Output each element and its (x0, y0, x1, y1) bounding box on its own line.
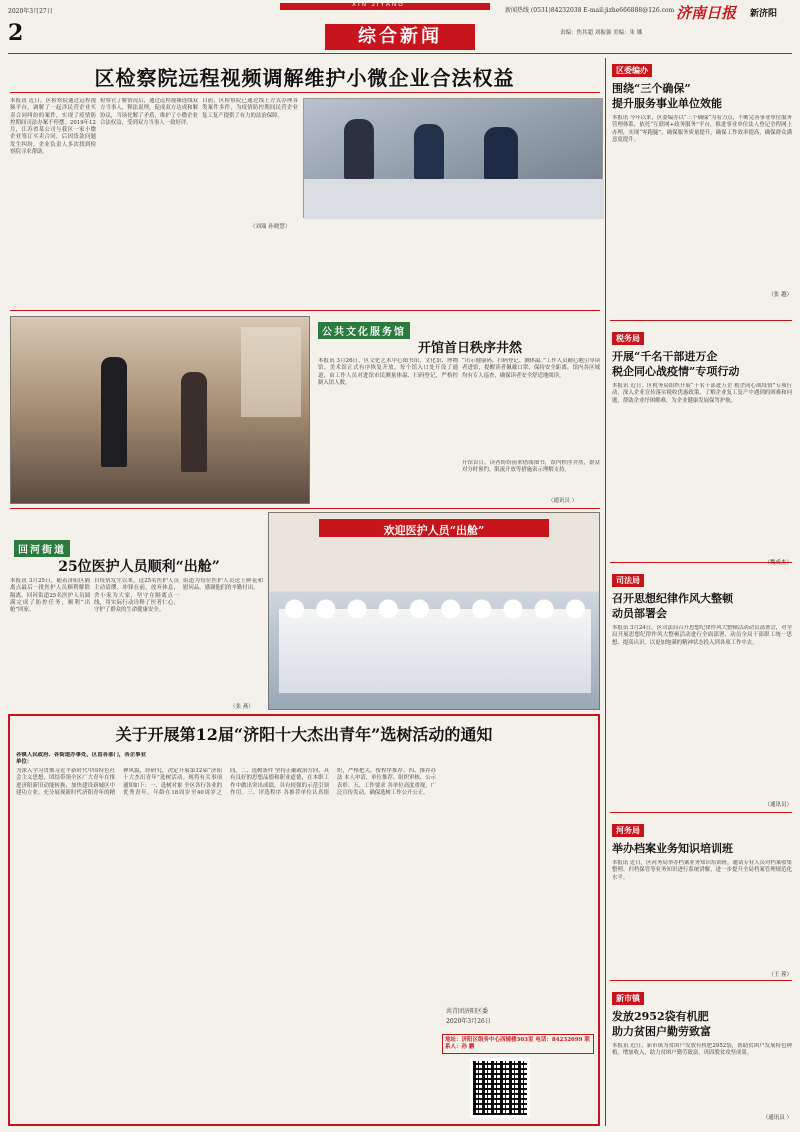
culture-body-2: “出示健康码、扫码登记、测体温。”工作人员耐心地引导读者进馆，提醒读者佩戴口罩、保持安全距离。馆内各区域均有专人巡查，确保读者安全舒适地阅读。 (462, 358, 600, 379)
right-item-4-headline: 发放2952袋有机肥 助力贫困户勤劳致富 (612, 1010, 711, 1038)
notice-body: 为深入学习贯彻习近平新时代中国特色社会主义思想，团结带领全区广大青年在推进济阳新旧动能转换、加快建设新城区中建功立业，充分展现新时代济阳青年的精神风貌，经研究，决定开展第12届“济阳十大杰出青年”选树活动。现将有关事项通知如下：一、选树对象 全区各行各业的优秀青年，年龄在18周岁至40周岁之间。二、选树条件 坚持正确政治方向，具有良好的思想品德和职业道德，在本职工作中做出突出成绩，具有较强的示范引领作用。三、评选程序 各推荐单位认真组织，严格把关，按程序推荐。四、推荐办法 本人申请、单位推荐、组织审核、公示表彰。五、工作要求 各单位高度重视，广泛宣传发动，确保选树工作公开公正。 (16, 768, 436, 796)
right-rule-3 (610, 812, 792, 813)
right-rule-2 (610, 562, 792, 563)
huihe-rule (10, 508, 600, 509)
hotline: 新闻热线 (0531)84232038 E-mail:jizhe666888@126.com (505, 7, 675, 14)
lead-headline: 区检察院远程视频调解维护小微企业合法权益 (94, 66, 515, 90)
right-item-1-body: 本报讯 近日，区税务局组织开展“千名干部进万企 税企同心战疫情”专项行动，深入企业宣传落实税收优惠政策，了解企业复工复产中遇到的困难和问题，帮助企业纾困解难，为企业健康发展保驾护航。 (612, 383, 792, 404)
editor-line: 责编：焦其超 刘振强 美编：朱 娜 (560, 30, 643, 36)
notice-headline: 关于开展第12届“济阳十大杰出青年”选树活动的通知 (115, 725, 493, 744)
right-item-2-author: （通讯员） (764, 802, 792, 808)
notice-sign-date: 2020年3月26日 (446, 1018, 491, 1025)
right-column (605, 58, 793, 1126)
paper-name: 济南日报 (676, 4, 737, 22)
lead-body-3: 目前，区检察院已通过线上方式办理各类案件多件，为疫情防控期间民营企业复工复产提供了有力的法治保障。 (202, 98, 298, 119)
right-item-0-headline: 围绕“三个确保” 提升服务事业单位效能 (612, 82, 722, 110)
culture-photo (10, 316, 310, 504)
right-item-4 (612, 986, 792, 1122)
huihe-body-3: 街道为每位医护人员送上鲜花和慰问品，感谢他们的辛勤付出。 (183, 578, 263, 592)
right-rule-4 (610, 980, 792, 981)
right-item-3-author: （王 蓉） (768, 972, 792, 978)
notice-contact: 地址：济阳区级务中心西辅楼303室 电话：84232699 联系人：孙 鹏 (445, 1037, 590, 1050)
right-item-1-tag: 税务局 (612, 332, 644, 345)
lead-author: （刘瑞 孙晓慧） (250, 224, 291, 230)
right-item-0-body: 本报讯 今年以来，区委编办以“三个确保”为着力点，不断完善事业单位服务管理体系，依托“互联网+政务服务”平台，推进事业单位法人登记全程网上办理，实现“零跑腿”。确保服务质量提升，确保工作效率提高，确保群众满意度提升。 (612, 115, 792, 143)
welcome-banner (319, 519, 549, 537)
huihe-body-2: 自疫情发生以来，这25名医护人员主动请缨、冲锋在前，放弃休息，舍小家为大家，坚守在隔离点一线，用实际行动诠释了医者仁心，守护了群众的生命健康安全。 (94, 578, 179, 614)
huihe-headline: 25位医护人员顺利“出舱” (58, 559, 220, 575)
culture-tag: 公共文化服务馆 (318, 322, 410, 339)
qr-code (470, 1058, 530, 1118)
right-item-3 (612, 818, 792, 978)
lead-bottom-rule (10, 310, 600, 311)
huihe-photo (268, 512, 600, 710)
right-item-0-author: （张 越） (768, 292, 792, 298)
lead-photo (303, 98, 603, 218)
right-item-1-headline: 开展“千名干部进万企 税企同心战疫情”专项行动 (612, 350, 740, 378)
paper-subname: 新济阳 (750, 9, 778, 19)
lead-body-2: 检察官了解情况后，通过远程视频连线双方当事人，释法说理，促成双方达成和解协议，当场化解了矛盾，维护了小微企业合法权益，受到双方当事人一致好评。 (100, 98, 198, 126)
notice-intro: 各镇人民政府、各街道办事处，区直各部门，各企事业单位： (16, 752, 146, 766)
notice-contact-box (442, 1034, 594, 1054)
culture-author: （通讯员 ） (548, 498, 578, 504)
masthead (0, 0, 800, 56)
huihe-author: （张 燕） (230, 704, 254, 710)
huihe-body-1: 本报讯 3月25日，随着济阳区隔离点最后一批医护人员顺利解除隔离，回河街道25名医护人员圆满完成了防控任务，顺利“出舱”回家。 (10, 578, 90, 614)
huihe-tag-wrap (14, 538, 70, 557)
welcome-banner-text: 欢迎医护人员“出舱” (383, 524, 485, 537)
huihe-tag: 回河街道 (14, 540, 70, 557)
right-item-4-body: 本报讯 近日，新市镇为贫困户发放有机肥2952袋，帮助贫困户发展特色种植，增加收入，助力贫困户勤劳致富，巩固脱贫攻坚成果。 (612, 1043, 792, 1057)
page-number: 2 (8, 20, 24, 46)
header-red-bar (280, 3, 490, 10)
right-item-2 (612, 568, 792, 808)
lead-body-1: 本报讯 近日，区检察院通过远程视频平台，调解了一起涉民营企业买卖合同纠纷的案件，实现了疫情防控期间司法办案不停摆。2019年12月，江苏省某公司与我区一家小微企业签订买卖合同，后因货款问题发生纠纷，企业负责人多次找到检察院寻求帮助。 (10, 98, 96, 156)
right-item-4-author: （通讯员 ） (762, 1115, 792, 1121)
right-item-0-tag: 区委编办 (612, 64, 652, 77)
right-item-0 (612, 58, 792, 298)
right-item-3-tag: 河务局 (612, 824, 644, 837)
right-rule-1 (610, 320, 792, 321)
right-item-3-body: 本报讯 近日，区河务局举办档案业务知识培训班，邀请专业人员对档案收集整理、归档保管等业务知识进行系统讲解，进一步提升全局档案管理规范化水平。 (612, 860, 792, 881)
section-title: 综合新闻 (358, 26, 442, 47)
culture-headline: 开馆首日秩序井然 (417, 341, 522, 356)
lead-rule (10, 92, 600, 93)
header-pinyin: XIN JIYANG (352, 2, 405, 8)
notice-box (8, 714, 600, 1126)
top-rule (8, 53, 792, 54)
right-item-4-tag: 新市镇 (612, 992, 644, 1005)
right-item-1 (612, 326, 792, 566)
culture-body-3: 开馆首日，读者纷纷前来借阅图书，馆内秩序井然，群众对分时预约、限流开放等措施表示理解支持。 (462, 460, 600, 474)
notice-signer: 共青团济阳区委 (446, 1008, 489, 1015)
right-item-2-tag: 司法局 (612, 574, 644, 587)
right-item-2-body: 本报讯 3月24日，区司法局召开思想纪律作风大整顿活动动员部署会，对全局开展思想纪律作风大整顿活动进行全面部署，动员全局干部职工统一思想、提高认识，以更加饱满的精神状态投入到各项工作中去。 (612, 625, 792, 646)
right-item-1-author: （魏成杰） (764, 560, 792, 566)
right-item-2-headline: 召开思想纪律作风大整顿 动员部署会 (612, 592, 733, 620)
culture-body-1: 本报讯 3月26日，区文化艺术中心图书馆、文化馆、博物馆、美术馆正式有序恢复开放。每个馆入口处开设了通道，由工作人员对进馆市民测量体温、扫码登记，严格控制入馆人数。 (318, 358, 458, 386)
date-line: 2020年3月27日 (8, 8, 53, 15)
section-banner (325, 24, 475, 50)
right-item-3-headline: 举办档案业务知识培训班 (612, 842, 733, 855)
